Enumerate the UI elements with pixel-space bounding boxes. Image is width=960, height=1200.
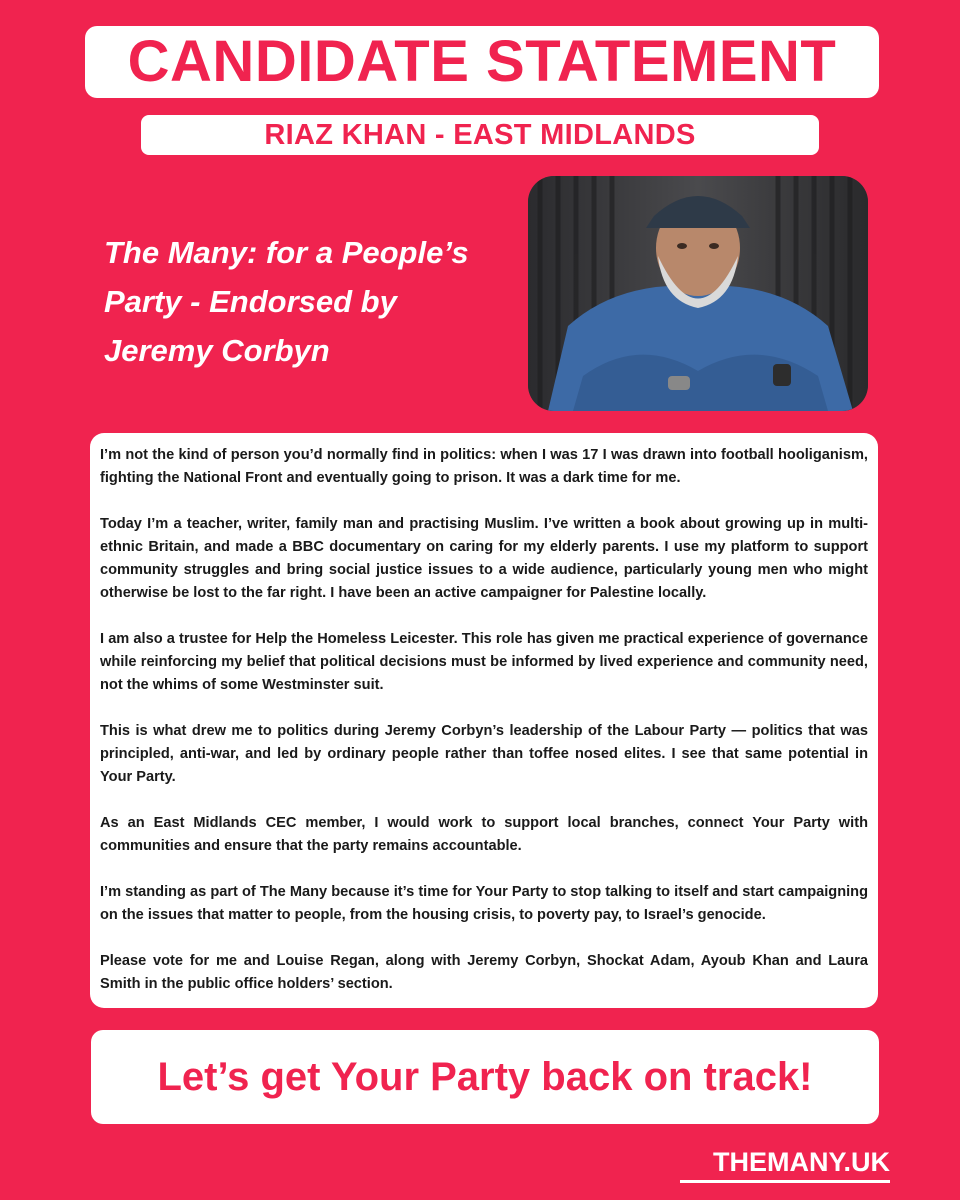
call-to-action-text: Let’s get Your Party back on track! <box>157 1054 813 1099</box>
statement-paragraph: This is what drew me to politics during Jeremy Corbyn’s leadership of the Labour Party — politics that was principled, anti-war, and led by ordinary people rather than toffee nosed elites. I see that same potential in Your Party. <box>100 723 868 785</box>
statement-paragraph: I’m standing as part of The Many because it’s time for Your Party to stop talking to itself and start campaigning on the issues that matter to people, from the housing crisis, to poverty pay, to Israel’s genocide. <box>100 884 868 923</box>
candidate-photo <box>528 176 868 411</box>
statement-body <box>90 433 878 1008</box>
statement-paragraph: I am also a trustee for Help the Homeless Leicester. This role has given me practical experience of governance while reinforcing my belief that political decisions must be informed by lived experience and community need, not the whims of some Westminster suit. <box>100 631 868 693</box>
statement-paragraph: Please vote for me and Louise Regan, along with Jeremy Corbyn, Shockat Adam, Ayoub Khan and Laura Smith in the public office holders’ section. <box>100 953 868 992</box>
page-title: CANDIDATE STATEMENT <box>127 29 837 94</box>
statement-paragraph: Today I’m a teacher, writer, family man and practising Muslim. I’ve written a book about growing up in multi-ethnic Britain, and made a BBC documentary on caring for my elderly parents. I use my platform to support community struggles and bring social justice issues to a wide audience, particularly young men who might otherwise be lost to the far right. I have been an active campaigner for Palestine locally. <box>100 516 868 601</box>
subtitle-banner <box>141 115 819 155</box>
website-link[interactable]: THEMANY.UK <box>680 1148 890 1183</box>
statement-paragraph: As an East Midlands CEC member, I would work to support local branches, connect Your Party with communities and ensure that the party remains accountable. <box>100 815 868 854</box>
endorsement-tagline: The Many: for a People’s Party - Endorsed by Jeremy Corbyn <box>104 235 469 368</box>
candidate-portrait-illustration <box>528 176 868 411</box>
candidate-name-region: RIAZ KHAN - EAST MIDLANDS <box>264 118 696 151</box>
title-banner <box>85 26 879 98</box>
call-to-action-banner <box>91 1030 879 1124</box>
statement-paragraph: I’m not the kind of person you’d normally find in politics: when I was 17 I was drawn into football hooliganism, fighting the National Front and eventually going to prison. It was a dark time for me. <box>100 447 868 486</box>
